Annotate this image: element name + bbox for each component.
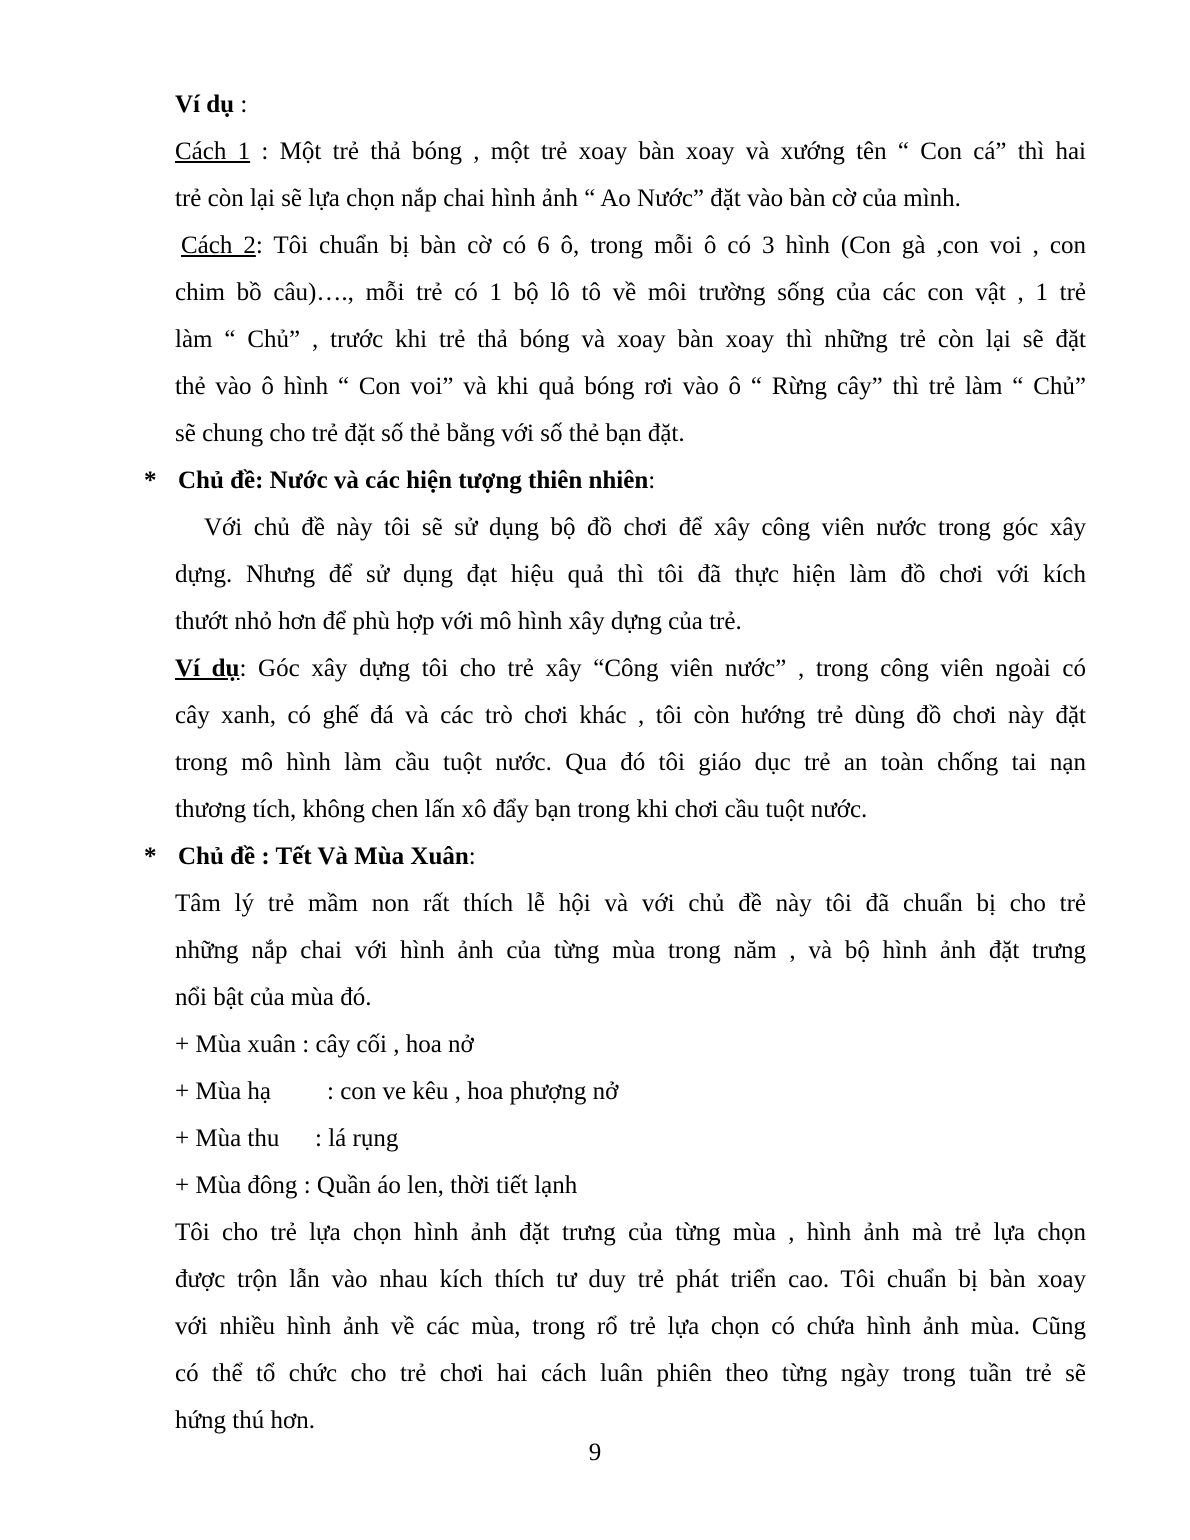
- topic-tet-para-3: nổi bật của mùa đó.: [175, 984, 372, 1011]
- topic-tet-closing-3: với nhiều hình ảnh về các mùa, trong rổ trẻ lựa chọn có chứa hình ảnh mùa. Cũng: [175, 1313, 1086, 1340]
- example-label: Ví dụ: [175, 91, 235, 118]
- way1-line-2: trẻ còn lại sẽ lựa chọn nắp chai hình ảnh “ Ao Nước” đặt vào bàn cờ của mình.: [175, 185, 961, 212]
- topic-tet-closing-5: hứng thú hơn.: [175, 1407, 315, 1434]
- topic-water-para-1: Với chủ đề này tôi sẽ sử dụng bộ đồ chơi để xây công viên nước trong góc xây: [204, 514, 1086, 541]
- topic-water-example-2: cây xanh, có ghế đá và các trò chơi khác , tôi còn hướng trẻ dùng đồ chơi này đặt: [175, 702, 1086, 729]
- season-summer-desc: : con ve kêu , hoa phượng nở: [327, 1078, 619, 1105]
- topic-water-para-2: dựng. Nhưng để sử dụng đạt hiệu quả thì tôi đã thực hiện làm đồ chơi với kích: [175, 561, 1086, 588]
- topic-water-example-label: Ví dụ: [175, 655, 240, 682]
- season-spring-name: + Mùa xuân: [175, 1031, 297, 1058]
- way2-text: : Tôi chuẩn bị bàn cờ có 6 ô, trong mỗi ô có 3 hình (Con gà ,con voi , con: [255, 232, 1087, 259]
- way2-line: [181, 230, 1086, 262]
- topic-tet-colon: :: [468, 843, 476, 870]
- topic-water-example-4: thương tích, không chen lấn xô đẩy bạn trong khi chơi cầu tuột nước.: [175, 796, 868, 823]
- topic-tet-para-2: những nắp chai với hình ảnh của từng mùa trong năm , và bộ hình ảnh đặt trưng: [175, 937, 1086, 964]
- topic-tet-closing-1: Tôi cho trẻ lựa chọn hình ảnh đặt trưng của từng mùa , hình ảnh mà trẻ lựa chọn: [175, 1219, 1086, 1246]
- topic-tet-closing-2: được trộn lẫn vào nhau kích thích tư duy trẻ phát triển cao. Tôi chuẩn bị bàn xoay: [175, 1266, 1086, 1293]
- topic-water-example-3: trong mô hình làm cầu tuột nước. Qua đó tôi giáo dục trẻ an toàn chống tai nạn: [175, 749, 1086, 776]
- topic-tet-bullet: *: [144, 843, 157, 870]
- topic-tet-para-1: Tâm lý trẻ mầm non rất thích lễ hội và với chủ đề này tôi đã chuẩn bị cho trẻ: [175, 890, 1086, 917]
- topic-water-example-line: [175, 653, 1086, 685]
- topic-water-para-3: thướt nhỏ hơn để phù hợp với mô hình xây dựng của trẻ.: [175, 608, 742, 635]
- topic-tet-heading: [178, 841, 1089, 873]
- way2-line-3: làm “ Chủ” , trước khi trẻ thả bóng và xoay bàn xoay thì những trẻ còn lại sẽ đặt: [175, 326, 1086, 353]
- topic-tet-closing-4: có thể tổ chức cho trẻ chơi hai cách luân phiên theo từng ngày trong tuần trẻ sẽ: [175, 1360, 1086, 1387]
- topic-water-heading: [178, 465, 1089, 497]
- way2-label: Cách 2: [181, 232, 256, 259]
- way1-text: : Một trẻ thả bóng , một trẻ xoay bàn xoay và xướng tên “ Con cá” thì hai: [250, 138, 1086, 165]
- topic-water-bullet: *: [144, 467, 157, 494]
- season-winter-name: + Mùa đông: [175, 1172, 298, 1199]
- season-autumn-desc: : lá rụng: [315, 1125, 399, 1152]
- example-label-suffix: :: [234, 91, 248, 118]
- season-summer: [175, 1076, 1086, 1108]
- season-autumn-name: + Mùa thu: [175, 1125, 280, 1152]
- way2-line-4: thẻ vào ô hình “ Con voi” và khi quả bóng rơi vào ô “ Rừng cây” thì trẻ làm “ Chủ”: [175, 373, 1086, 400]
- example-heading: [175, 89, 1086, 121]
- season-spring: [175, 1029, 1086, 1061]
- way1-label: Cách 1: [175, 138, 251, 165]
- season-autumn: [175, 1123, 1086, 1155]
- topic-water-example-text: : Góc xây dựng tôi cho trẻ xây “Công viên nước” , trong công viên ngoài có: [239, 655, 1086, 682]
- season-spring-desc: : cây cối , hoa nở: [302, 1031, 474, 1058]
- way2-line-2: chim bồ câu)…., mỗi trẻ có 1 bộ lô tô về môi trường sống của các con vật , 1 trẻ: [175, 279, 1086, 306]
- page-number: 9: [588, 1439, 602, 1466]
- topic-tet-title: Chủ đề : Tết Và Mùa Xuân: [178, 843, 469, 870]
- season-summer-name: + Mùa hạ: [175, 1078, 272, 1105]
- topic-water-colon: :: [648, 467, 656, 494]
- season-winter: [175, 1170, 1086, 1202]
- way1-line: [175, 136, 1086, 168]
- season-winter-desc: : Quần áo len, thời tiết lạnh: [303, 1172, 578, 1199]
- way2-line-5: sẽ chung cho trẻ đặt số thẻ bằng với số thẻ bạn đặt.: [175, 420, 685, 447]
- topic-water-title: Chủ đề: Nước và các hiện tượng thiên nhiên: [178, 467, 649, 494]
